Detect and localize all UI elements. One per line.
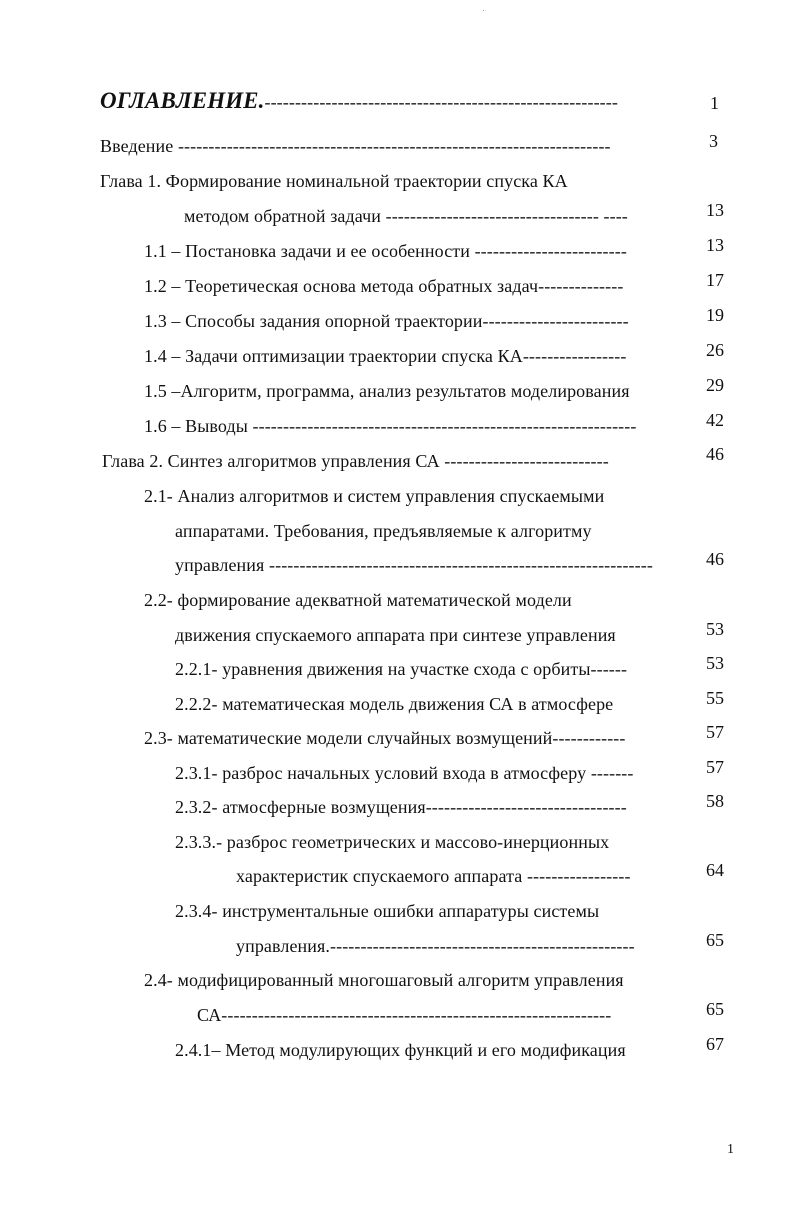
toc-title <box>100 90 678 113</box>
toc-page-2-4-1: 67 <box>706 1034 724 1054</box>
toc-entry-2-3: 2.3- математические модели случайных возмущений------------ <box>144 728 626 748</box>
toc-page-2-3-4: 65 <box>706 930 724 950</box>
toc-page-1-5: 29 <box>706 375 724 395</box>
toc-entry-2-1-cont: аппаратами. Требования, предъявляемые к алгоритму <box>175 521 592 541</box>
toc-entry-2-3-3-cont: характеристик спускаемого аппарата ----------------- <box>236 866 631 886</box>
toc-page-2-2-1: 53 <box>706 653 724 673</box>
toc-chapter-1-cont: методом обратной задачи ----------------------------------- ---- <box>184 206 628 226</box>
toc-page-2-2: 53 <box>706 619 724 639</box>
scan-speck <box>483 10 484 11</box>
toc-entry-2-2-cont: движения спускаемого аппарата при синтезе управления <box>175 625 616 645</box>
toc-chapter-1: Глава 1. Формирование номинальной траектории спуска КА <box>100 171 568 191</box>
toc-page-1-2: 17 <box>706 270 724 290</box>
toc-entry-1-5: 1.5 –Алгоритм, программа, анализ результатов моделирования <box>144 381 630 401</box>
toc-entry-2-2-1: 2.2.1- уравнения движения на участке схода с орбиты------ <box>175 659 628 679</box>
toc-title-page: 1 <box>710 93 719 113</box>
toc-page-1-3: 19 <box>706 305 724 325</box>
toc-entry-2-3-4: 2.3.4- инструментальные ошибки аппаратуры системы <box>175 901 600 921</box>
toc-entry-2-3-2: 2.3.2- атмосферные возмущения--------------------------------- <box>175 797 627 817</box>
toc-entry-2-3-4-cont: управления.-------------------------------------------------- <box>236 936 635 956</box>
toc-page-2-2-2: 55 <box>706 688 724 708</box>
toc-page-chapter-2: 46 <box>706 444 724 464</box>
toc-entry-1-4: 1.4 – Задачи оптимизации траектории спуска КА----------------- <box>144 346 627 366</box>
toc-entry-1-6: 1.6 – Выводы --------------------------------------------------------------- <box>144 416 637 436</box>
toc-entry-1-2: 1.2 – Теоретическая основа метода обратных задач-------------- <box>144 276 624 296</box>
toc-page-chapter-1: 13 <box>706 200 724 220</box>
toc-title-leader: ---------------------------------------------------------- <box>264 92 618 112</box>
toc-page-2-3-2: 58 <box>706 791 724 811</box>
page-number: 1 <box>727 1142 734 1157</box>
toc-entry-2-4: 2.4- модифицированный многошаговый алгоритм управления <box>144 970 624 990</box>
toc-entry-2-3-3: 2.3.3.- разброс геометрических и массово-инерционных <box>175 832 610 852</box>
toc-page-2-3: 57 <box>706 722 724 742</box>
toc-entry-2-1: 2.1- Анализ алгоритмов и систем управления спускаемыми <box>144 486 605 506</box>
toc-page-intro: 3 <box>709 131 718 151</box>
toc-entry-1-3: 1.3 – Способы задания опорной траектории------------------------ <box>144 311 629 331</box>
toc-entry-intro: Введение ----------------------------------------------------------------------- <box>100 136 611 156</box>
toc-entry-1-1: 1.1 – Постановка задачи и ее особенности ------------------------- <box>144 241 627 261</box>
toc-page-1-4: 26 <box>706 340 724 360</box>
toc-entry-2-4-1: 2.4.1– Метод модулирующих функций и его модификация <box>175 1040 626 1060</box>
toc-page-2-3-1: 57 <box>706 757 724 777</box>
toc-entry-2-3-1: 2.3.1- разброс начальных условий входа в атмосферу ------- <box>175 763 634 783</box>
toc-page-1-6: 42 <box>706 410 724 430</box>
toc-entry-2-4-cont: СА---------------------------------------------------------------- <box>197 1005 612 1025</box>
toc-chapter-2: Глава 2. Синтез алгоритмов управления СА --------------------------- <box>102 451 609 471</box>
toc-page-2-4: 65 <box>706 999 724 1019</box>
toc-title-label: ОГЛАВЛЕНИЕ. <box>100 90 265 113</box>
toc-page-1-1: 13 <box>706 235 724 255</box>
toc-entry-2-2: 2.2- формирование адекватной математической модели <box>144 590 572 610</box>
toc-entry-2-1-cont2: управления --------------------------------------------------------------- <box>175 555 653 575</box>
toc-entry-2-2-2: 2.2.2- математическая модель движения СА в атмосфере <box>175 694 614 714</box>
toc-page-2-1: 46 <box>706 549 724 569</box>
toc-page-2-3-3: 64 <box>706 860 724 880</box>
